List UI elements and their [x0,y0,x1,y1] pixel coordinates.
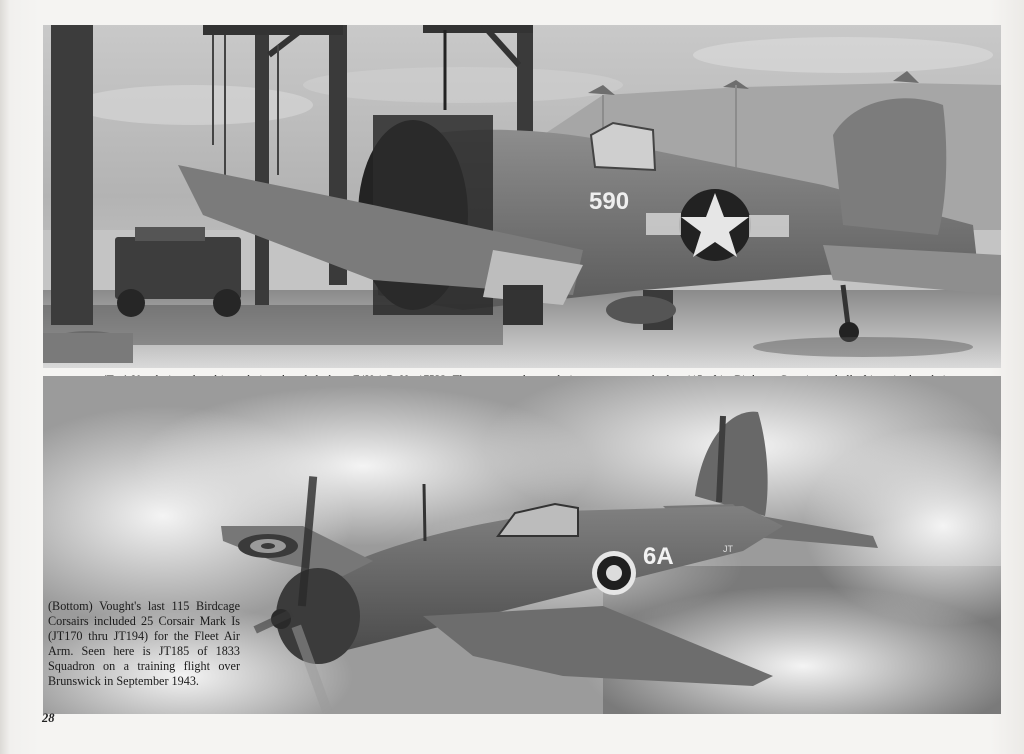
bottom-photo-caption: (Bottom) Vought's last 115 Birdcage Corsairs included 25 Corsair Mark Is (JT170 thru JT194) for the Fleet Air Arm. Seen here is JT185 of 1833 Squadron on a training flight over Brunswick in September 1943. [48,599,240,688]
top-photo-corsair-on-airfield [43,25,1001,368]
aircraft-code-590: 590 [589,188,630,215]
aircraft-code-6a: 6A [643,543,674,570]
airfield-scene [43,25,1001,368]
page-number: 28 [42,711,55,725]
aircraft-serial: JT [723,544,733,554]
